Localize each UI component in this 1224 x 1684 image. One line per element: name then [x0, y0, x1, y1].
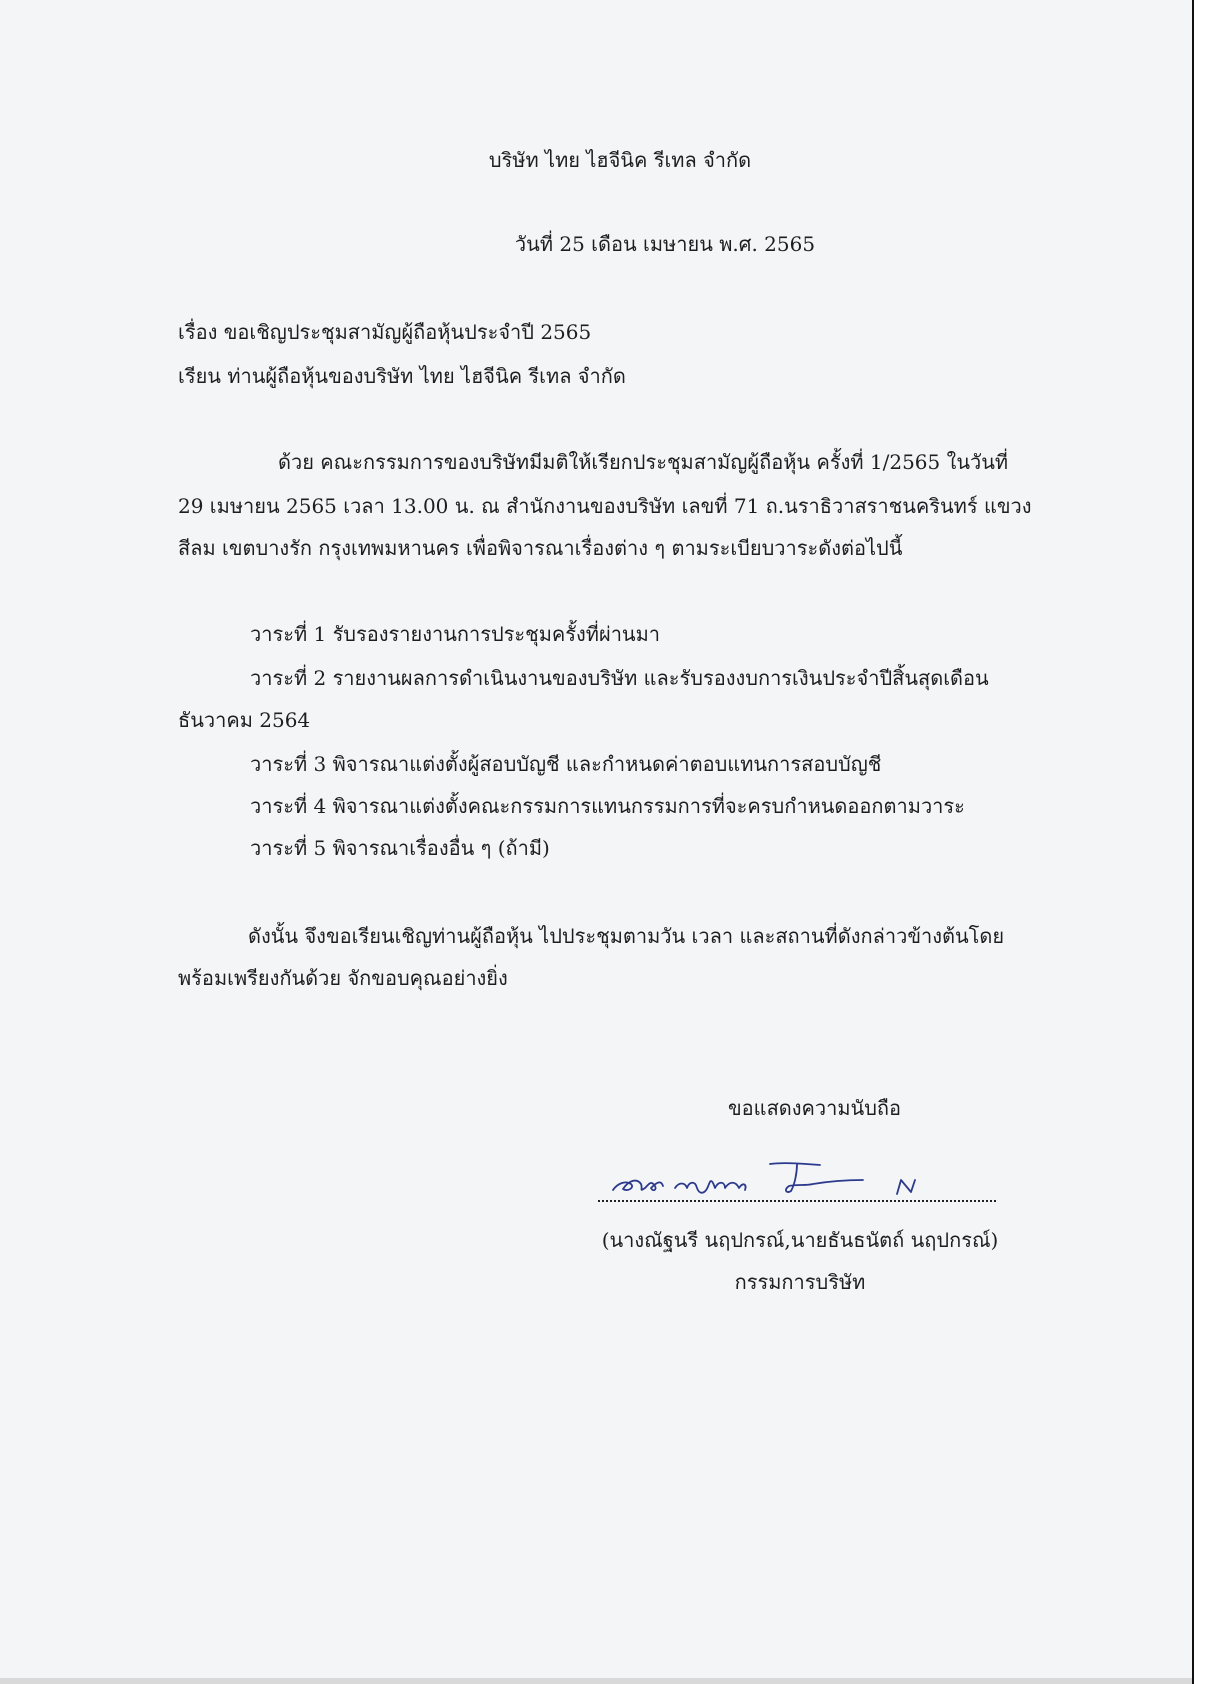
- signatory-names: (นางณัฐนรี นฤปกรณ์,นายธันธนัตถ์ นฤปกรณ์): [601, 1228, 999, 1252]
- scan-right-edge: [1192, 0, 1224, 1684]
- agenda-item-1: วาระที่ 1 รับรองรายงานการประชุมครั้งที่ผ่านมา: [250, 622, 661, 646]
- agenda-item-2: วาระที่ 2 รายงานผลการดำเนินงานของบริษัท และรับรองงบการเงินประจำปีสิ้นสุดเดือน: [250, 666, 989, 690]
- agenda-item-5: วาระที่ 5 พิจารณาเรื่องอื่น ๆ (ถ้ามี): [250, 836, 550, 860]
- subject-line: เรื่อง ขอเชิญประชุมสามัญผู้ถือหุ้นประจำปี 2565: [178, 320, 592, 344]
- date-line: วันที่ 25 เดือน เมษายน พ.ศ. 2565: [514, 232, 816, 256]
- agenda-item-3: วาระที่ 3 พิจารณาแต่งตั้งผู้สอบบัญชี และกำหนดค่าตอบแทนการสอบบัญชี: [250, 752, 882, 776]
- intro-line-1: ด้วย คณะกรรมการของบริษัทมีมติให้เรียกประชุมสามัญผู้ถือหุ้น ครั้งที่ 1/2565 ในวันที่: [278, 450, 1009, 474]
- regards-line: ขอแสดงความนับถือ: [728, 1096, 902, 1120]
- intro-line-3: สีลม เขตบางรัก กรุงเทพมหานคร เพื่อพิจารณาเรื่องต่าง ๆ ตามระเบียบวาระดังต่อไปนี้: [178, 536, 903, 560]
- agenda-item-2-continued: ธันวาคม 2564: [178, 708, 311, 732]
- scan-bottom-edge: [0, 1678, 1192, 1684]
- company-header: บริษัท ไทย ไฮจีนิค รีเทล จำกัด: [488, 148, 752, 172]
- signature-line: [598, 1200, 996, 1202]
- agenda-item-4: วาระที่ 4 พิจารณาแต่งตั้งคณะกรรมการแทนกรรมการที่จะครบกำหนดออกตามวาระ: [250, 794, 965, 818]
- signatory-title: กรรมการบริษัท: [734, 1270, 866, 1294]
- recipient-line: เรียน ท่านผู้ถือหุ้นของบริษัท ไทย ไฮจีนิค รีเทล จำกัด: [178, 364, 626, 388]
- closing-line-1: ดังนั้น จึงขอเรียนเชิญท่านผู้ถือหุ้น ไปประชุมตามวัน เวลา และสถานที่ดังกล่าวข้างต้นโดย: [248, 924, 1005, 948]
- handwritten-signature: [605, 1158, 945, 1198]
- intro-line-2: 29 เมษายน 2565 เวลา 13.00 น. ณ สำนักงานของบริษัท เลขที่ 71 ถ.นราธิวาสราชนครินทร์ แขวง: [178, 494, 1032, 518]
- closing-line-2: พร้อมเพรียงกันด้วย จักขอบคุณอย่างยิ่ง: [178, 966, 508, 990]
